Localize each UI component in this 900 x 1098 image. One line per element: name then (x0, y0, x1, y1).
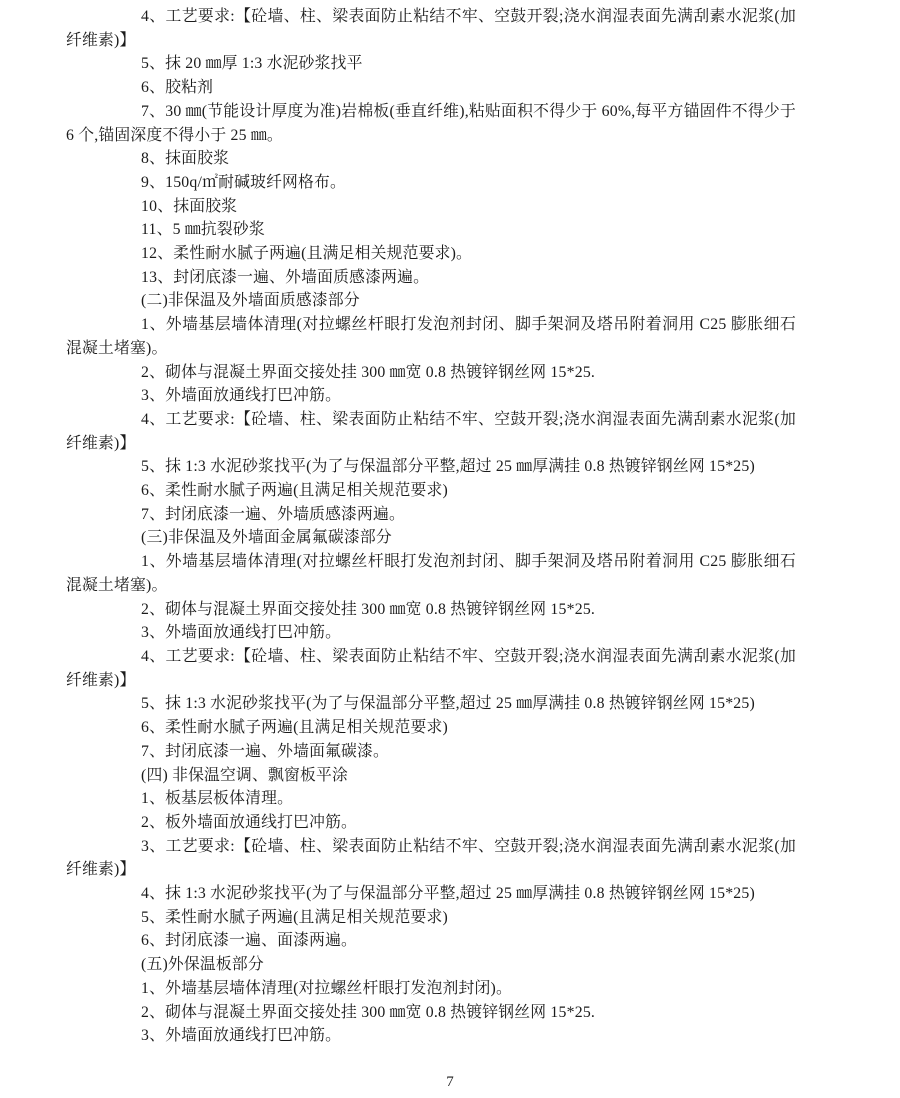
paragraph-line: (二)非保温及外墙面质感漆部分 (141, 292, 360, 310)
paragraph-line: 5、柔性耐水腻子两遍(且满足相关规范要求) (141, 908, 448, 926)
paragraph-line: 4、工艺要求:【砼墙、柱、梁表面防止粘结不牢、空鼓开裂;浇水润湿表面先满刮素水泥浆(加纤维素)】 (66, 410, 796, 452)
paragraph-line: 9、150q/㎡耐碱玻纤网格布。 (141, 173, 347, 191)
paragraph-line: (五)外保温板部分 (141, 956, 264, 974)
paragraph-line: 4、工艺要求:【砼墙、柱、梁表面防止粘结不牢、空鼓开裂;浇水润湿表面先满刮素水泥浆(加纤维素)】 (66, 8, 796, 49)
paragraph-line: 13、封闭底漆一遍、外墙面质感漆两遍。 (141, 268, 430, 286)
paragraph-line: 3、外墙面放通线打巴冲筋。 (141, 1027, 342, 1045)
paragraph-line: 8、抹面胶浆 (141, 150, 230, 168)
paragraph-line: 5、抹 1:3 水泥砂浆找平(为了与保温部分平整,超过 25 ㎜厚满挂 0.8 热镀锌钢丝网 15*25) (141, 695, 755, 713)
paragraph-line: (三)非保温及外墙面金属氟碳漆部分 (141, 529, 392, 547)
paragraph-line: 6、柔性耐水腻子两遍(且满足相关规范要求) (141, 482, 448, 500)
paragraph-line: 6、柔性耐水腻子两遍(且满足相关规范要求) (141, 719, 448, 737)
document-body (66, 5, 796, 1048)
page-footer (0, 1072, 900, 1092)
paragraph-line: 6、封闭底漆一遍、面漆两遍。 (141, 932, 358, 950)
paragraph-line: 1、外墙基层墙体清理(对拉螺丝杆眼打发泡剂封闭、脚手架洞及塔吊附着洞用 C25 膨胀细石混凝土堵塞)。 (66, 553, 796, 594)
paragraph-line: 3、工艺要求:【砼墙、柱、梁表面防止粘结不牢、空鼓开裂;浇水润湿表面先满刮素水泥浆(加纤维素)】 (66, 837, 796, 879)
paragraph-line: 11、5 ㎜抗裂砂浆 (141, 221, 265, 239)
paragraph-line: 7、封闭底漆一遍、外墙面氟碳漆。 (141, 742, 390, 760)
paragraph-line: 1、外墙基层墙体清理(对拉螺丝杆眼打发泡剂封闭)。 (141, 979, 512, 997)
paragraph-line: 1、外墙基层墙体清理(对拉螺丝杆眼打发泡剂封闭、脚手架洞及塔吊附着洞用 C25 膨胀细石混凝土堵塞)。 (66, 316, 796, 357)
paragraph-line: 3、外墙面放通线打巴冲筋。 (141, 624, 342, 642)
paragraph-line: 5、抹 20 ㎜厚 1:3 水泥砂浆找平 (141, 55, 363, 73)
paragraph-line: 6、胶粘剂 (141, 79, 214, 97)
paragraph-line: 4、工艺要求:【砼墙、柱、梁表面防止粘结不牢、空鼓开裂;浇水润湿表面先满刮素水泥浆(加纤维素)】 (66, 647, 796, 689)
paragraph-line: 1、板基层板体清理。 (141, 790, 294, 808)
page-number: 7 (446, 1074, 454, 1090)
paragraph-line: 4、抹 1:3 水泥砂浆找平(为了与保温部分平整,超过 25 ㎜厚满挂 0.8 热镀锌钢丝网 15*25) (141, 885, 755, 903)
paragraph-line: 3、外墙面放通线打巴冲筋。 (141, 387, 342, 405)
paragraph-line: 2、砌体与混凝土界面交接处挂 300 ㎜宽 0.8 热镀锌钢丝网 15*25. (141, 600, 596, 618)
paragraph-line: 5、抹 1:3 水泥砂浆找平(为了与保温部分平整,超过 25 ㎜厚满挂 0.8 热镀锌钢丝网 15*25) (141, 458, 755, 476)
paragraph-line: 10、抹面胶浆 (141, 197, 238, 215)
paragraph-line: 2、板外墙面放通线打巴冲筋。 (141, 813, 358, 831)
paragraph-line: 12、柔性耐水腻子两遍(且满足相关规范要求)。 (141, 245, 473, 263)
paragraph-line: 7、封闭底漆一遍、外墙质感漆两遍。 (141, 505, 406, 523)
paragraph-line: 7、30 ㎜(节能设计厚度为准)岩棉板(垂直纤维),粘贴面积不得少于 60%,每平方锚固件不得少于 6 个,锚固深度不得小于 25 ㎜。 (66, 102, 796, 144)
paragraph-line: 2、砌体与混凝土界面交接处挂 300 ㎜宽 0.8 热镀锌钢丝网 15*25. (141, 1003, 596, 1021)
paragraph-line: (四) 非保温空调、飘窗板平涂 (141, 766, 349, 784)
paragraph-line: 2、砌体与混凝土界面交接处挂 300 ㎜宽 0.8 热镀锌钢丝网 15*25. (141, 363, 596, 381)
